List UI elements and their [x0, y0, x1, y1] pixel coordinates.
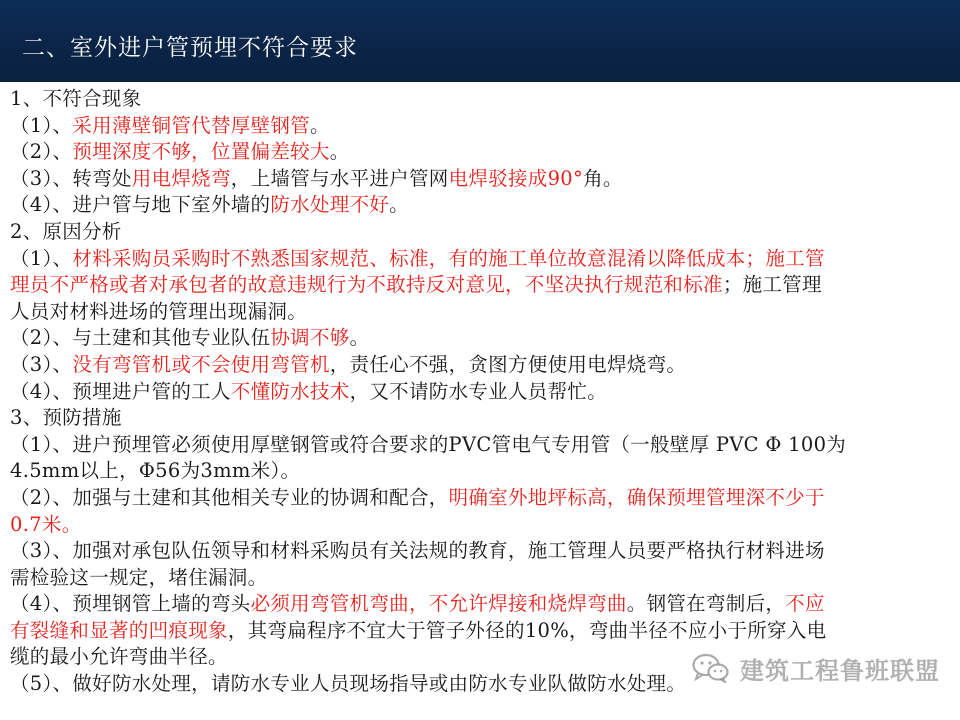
text-segment: （1）、: [10, 246, 73, 270]
text-segment: （1）、: [10, 113, 73, 137]
watermark-text: 建筑工程鲁班联盟: [740, 656, 940, 685]
text-segment: 。钢管在弯制后，: [626, 592, 786, 616]
text-segment: 3、预防措施: [10, 406, 122, 430]
text-segment: （4）、预埋进户管的工人: [10, 379, 231, 403]
slide-title: 二、室外进户管预埋不符合要求: [22, 35, 358, 61]
text-segment: （3）、加强对承包队伍领导和材料采购员有关法规的教育，施工管理人员要严格执行材料进场: [10, 539, 825, 563]
highlighted-text: 防水处理不好: [270, 193, 390, 217]
highlighted-text: 必须用弯管机弯曲，不允许焊接和烧焊弯曲: [250, 592, 627, 616]
highlighted-text: 不应: [785, 592, 825, 616]
highlighted-text: 材料采购员采购时不熟悉国家规范、标准，有的施工单位故意混淆以降低成本；施工管: [72, 246, 825, 270]
text-segment: 角。: [583, 166, 623, 190]
text-line: [10, 405, 955, 432]
text-segment: ，责任心不强，贪图方便使用电焊烧弯。: [329, 352, 687, 376]
text-line: [10, 219, 955, 246]
text-line: [10, 192, 955, 219]
text-segment: （3）、: [10, 352, 73, 376]
text-line: [10, 458, 955, 485]
text-line: [10, 379, 955, 406]
text-segment: （4）、进户管与地下室外墙的: [10, 193, 271, 217]
text-line: [10, 325, 955, 352]
text-segment: （2）、: [10, 140, 73, 164]
highlighted-text: 电焊驳接成90°: [448, 166, 584, 190]
text-segment: 人员对材料进场的管理出现漏洞。: [10, 299, 308, 323]
slide-body: [10, 86, 955, 698]
text-segment: 缆的最小允许弯曲半径。: [10, 645, 228, 669]
wechat-icon: [692, 653, 730, 683]
highlighted-text: 预埋深度不够，位置偏差较大: [72, 140, 330, 164]
text-line: [10, 565, 955, 592]
highlighted-text: 协调不够: [270, 326, 350, 350]
text-line: [10, 512, 955, 539]
text-segment: 。: [389, 193, 409, 217]
text-segment: （3）、转弯处: [10, 166, 132, 190]
text-segment: （1）、进户预埋管必须使用厚壁钢管或符合要求的PVC管电气专用管（一般壁厚 PVC Φ 100为: [10, 432, 847, 456]
text-line: [10, 86, 955, 113]
text-segment: ，其弯扁程序不宜大于管子外径的10%，弯曲半径不应小于所穿入电: [227, 618, 827, 642]
highlighted-text: 没有弯管机或不会使用弯管机: [72, 352, 330, 376]
highlighted-text: 不懂防水技术: [230, 379, 350, 403]
slide-header: [0, 0, 960, 82]
highlighted-text: 理员不严格或者对承包者的故意违规行为不敢持反对意见，不坚决执行规范和标准: [10, 273, 723, 297]
text-segment: ，上墙管与水平进户管网: [230, 166, 449, 190]
text-line: [10, 618, 955, 645]
text-segment: 。: [329, 140, 350, 164]
highlighted-text: 明确室外地坪标高，确保预埋管埋深不少于: [448, 485, 825, 509]
text-segment: （2）、加强与土建和其他相关专业的协调和配合，: [10, 485, 449, 509]
text-segment: 4.5mm以上，Φ56为3mm米）。: [10, 459, 301, 483]
text-segment: ；施工管理: [722, 273, 822, 297]
highlighted-text: 用电焊烧弯: [131, 166, 231, 190]
text-line: [10, 432, 955, 459]
highlighted-text: 0.7米。: [10, 512, 82, 536]
text-segment: （2）、与土建和其他专业队伍: [10, 326, 271, 350]
text-line: [10, 272, 955, 299]
text-line: [10, 113, 955, 140]
text-segment: （4）、预埋钢管上墙的弯头: [10, 592, 251, 616]
text-segment: 需检验这一规定，堵住漏洞。: [10, 565, 268, 589]
text-segment: 。: [309, 113, 330, 137]
text-segment: ，又不请防水专业人员帮忙。: [349, 379, 607, 403]
text-segment: （5）、做好防水处理，请防水专业人员现场指导或由防水专业队做防水处理。: [10, 672, 687, 696]
text-line: [10, 538, 955, 565]
text-segment: 1、不符合现象: [10, 87, 142, 110]
text-line: [10, 591, 955, 618]
text-line: [10, 139, 955, 166]
highlighted-text: 采用薄壁铜管代替厚壁钢管: [72, 113, 310, 137]
text-line: [10, 485, 955, 512]
watermark: [692, 652, 940, 684]
text-segment: 。: [349, 326, 370, 350]
text-segment: 2、原因分析: [10, 219, 122, 243]
text-line: [10, 352, 955, 379]
text-line: [10, 299, 955, 326]
text-line: [10, 166, 955, 193]
text-line: [10, 246, 955, 273]
highlighted-text: 有裂缝和显著的凹痕现象: [10, 618, 228, 642]
